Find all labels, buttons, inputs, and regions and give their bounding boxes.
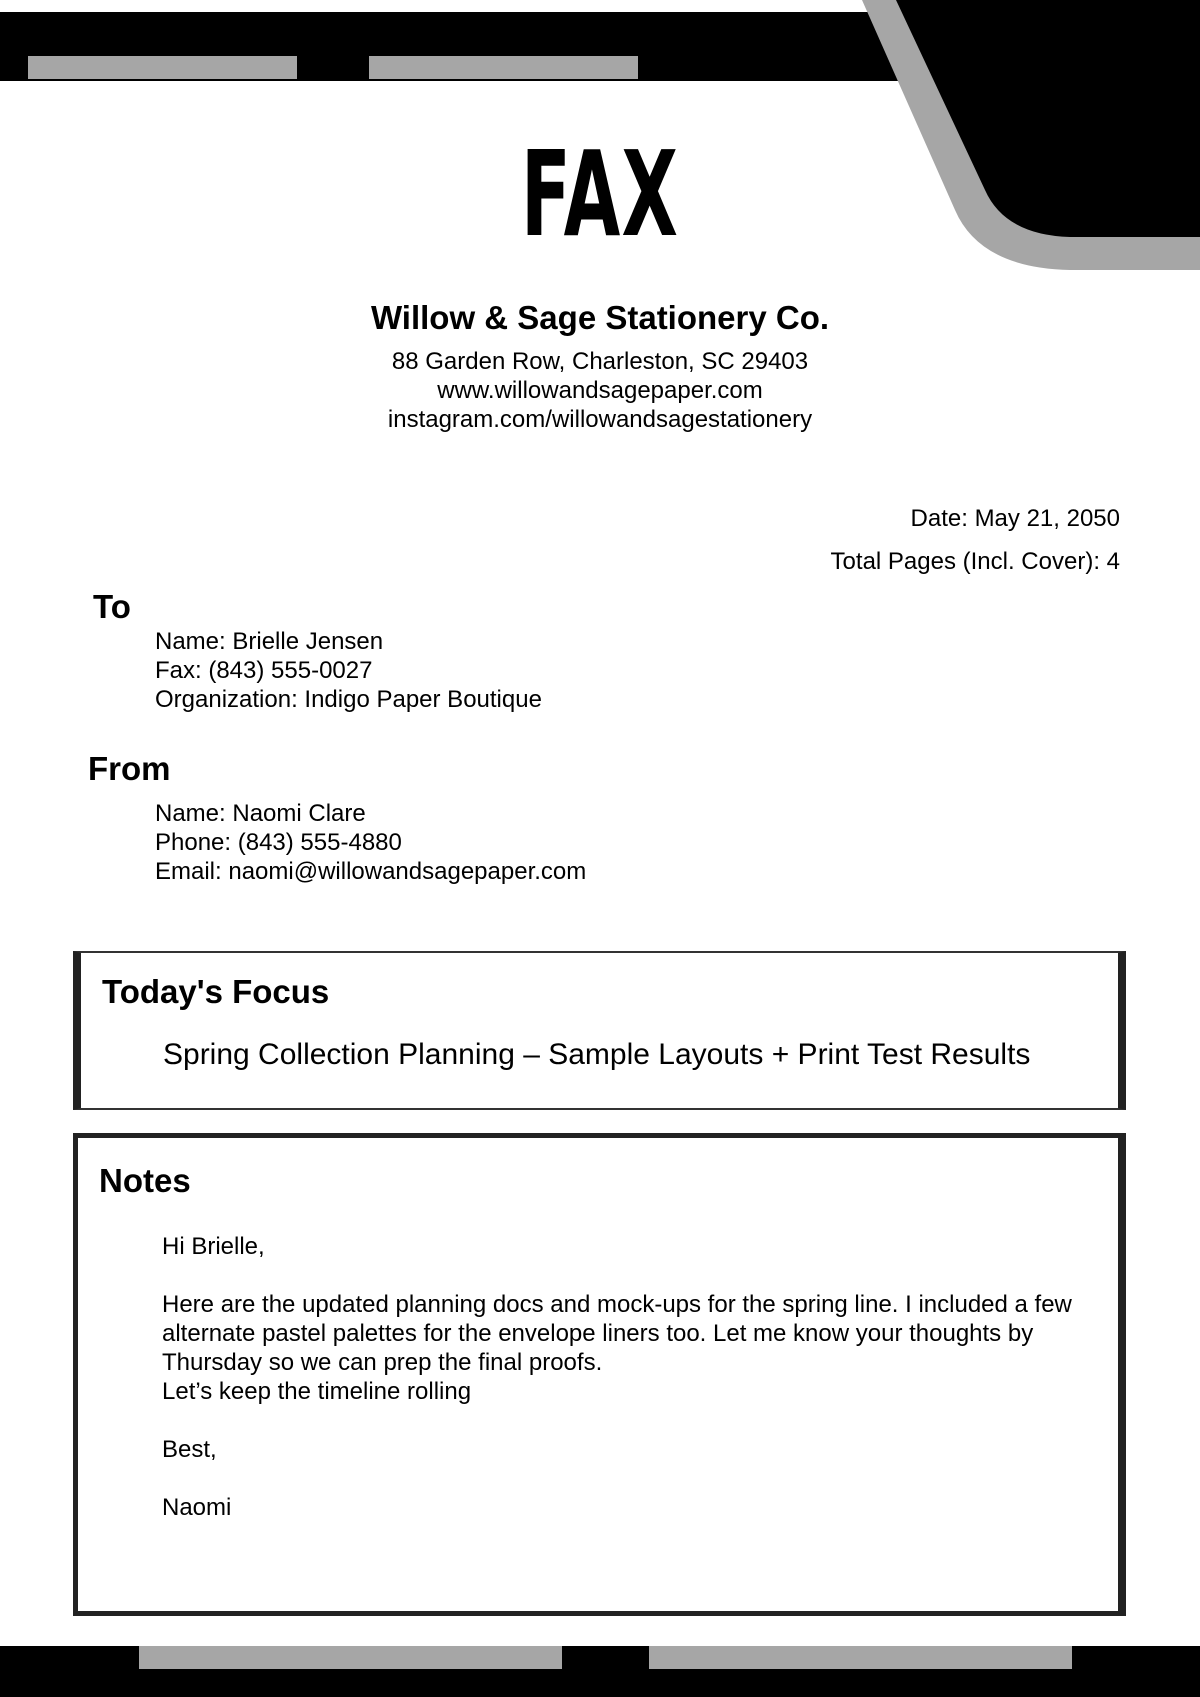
footer-tab-right bbox=[649, 1646, 1072, 1669]
to-fax: Fax: (843) 555-0027 bbox=[155, 657, 373, 684]
company-name: Willow & Sage Stationery Co. bbox=[370, 299, 830, 336]
company-address: 88 Garden Row, Charleston, SC 29403 bbox=[391, 348, 809, 375]
notes-body: Hi Brielle, Here are the updated planning docs and mock-ups for the spring line. I included a few alternate pastel palettes for the envelope liners too. Let me know your thoughts by Thursday so we can prep the final proofs. Let’s keep the timeline rolling Best, Naomi bbox=[162, 1233, 1072, 1521]
page-title: FAX bbox=[520, 125, 680, 263]
company-social: instagram.com/willowandsagestationery bbox=[387, 406, 813, 433]
from-heading: From bbox=[88, 750, 171, 787]
fax-date: Date: May 21, 2050 bbox=[910, 505, 1120, 532]
notes-box bbox=[73, 1133, 1126, 1616]
focus-text: Spring Collection Planning – Sample Layouts + Print Test Results bbox=[163, 1038, 1031, 1071]
to-organization: Organization: Indigo Paper Boutique bbox=[155, 686, 542, 713]
company-website: www.willowandsagepaper.com bbox=[437, 377, 763, 404]
focus-heading: Today's Focus bbox=[102, 973, 330, 1010]
from-phone: Phone: (843) 555-4880 bbox=[155, 829, 402, 856]
focus-box bbox=[73, 951, 1126, 1110]
from-email: Email: naomi@willowandsagepaper.com bbox=[155, 858, 587, 885]
to-heading: To bbox=[93, 588, 131, 625]
to-name: Name: Brielle Jensen bbox=[155, 628, 384, 655]
from-name: Name: Naomi Clare bbox=[155, 800, 366, 827]
footer-tab-left bbox=[139, 1646, 562, 1669]
notes-heading: Notes bbox=[99, 1162, 191, 1199]
fax-total-pages: Total Pages (Incl. Cover): 4 bbox=[830, 548, 1120, 575]
